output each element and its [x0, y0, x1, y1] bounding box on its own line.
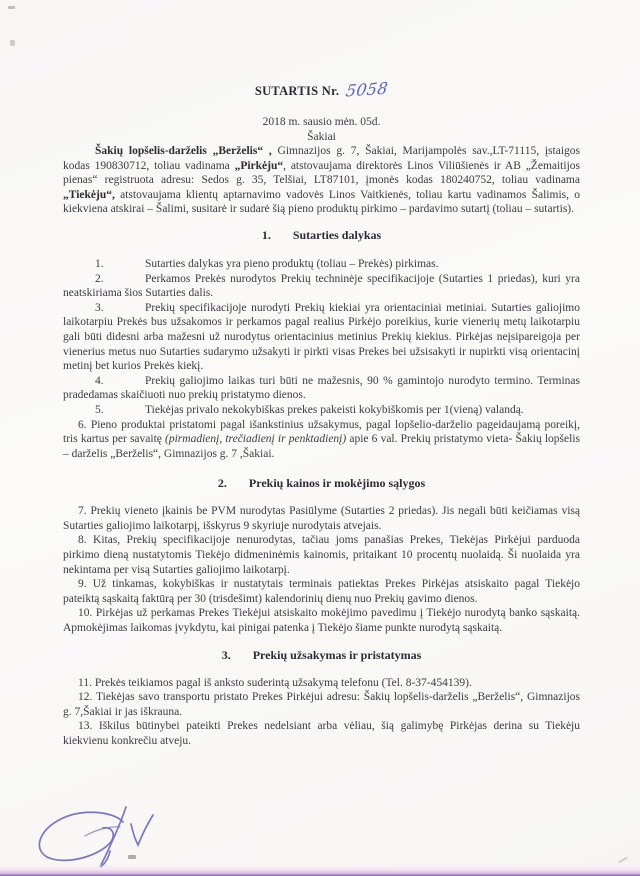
clause-11-number: 11. — [78, 676, 92, 689]
title-label: SUTARTIS Nr. — [254, 84, 340, 98]
section-2-title: Prekių kainos ir mokėjimo sąlygos — [248, 476, 426, 491]
clause-12-text: Tiekėjas savo transportu pristato Prekes Pirkėjui adresu: Šakių lopšelis-darželis „Berželis“, Gimnazijos g. 7,Šakiai ir jas iškrauna. — [63, 691, 580, 718]
clause-3-text: Prekių specifikacijoje nurodyti Prekių kiekiai yra orientaciniai metiniai. Sutarties galiojimo laikotarpiu Prekės bus užsakomos ir perkamos pagal realius Pirkėjo poreikius, kurie vienerių metų laikotarpiu gali būti didesni arba mažesni už nurodytus orientacinius metinius Prekių kiekius. Pirkėjas neįsipareigoja per vienerius metus nuo Sutarties sudarymo užsakyti ir pirkti visas Prekes bei užsisakyti ir nupirkti visą orientacinį metinį bet kurios Prekės kiekį. — [63, 301, 580, 373]
intro-text-2: , atstovaujama direktorės Linos Viliūšienės ir AB „Žemaitijos pienas“ registruota adresu: Sedos g. 35, Telšiai, LT87101, įmonės kodas 180240752, toliau vadinama — [63, 159, 580, 187]
clause-10-text: Pirkėjas už perkamas Prekes Tiekėjui atsiskaito mokėjimo pavedimu į Tiekėjo nurodytą banko sąskaitą. Apmokėjimas laikomas įvykdytu, kai pinigai patenka į Tiekėjo šiame punkte nurodytą sąskaitą. — [63, 607, 580, 635]
clause-1-number: 1. — [95, 257, 104, 270]
clause-8-text: Kitas, Prekių specifikacijoje nenurodytas, tačiau joms panašias Prekes, Tiekėjas Pirkėjui parduoda pirkimo dieną nustatytomis Tiekėjo didmeninėmis kainomis, pritaikant 10 procentų nuolaidą. Ši nuolaida yra nekintama per visą Sutarties galiojimo laikotarpį. — [63, 534, 581, 576]
scan-speck-bottom — [128, 855, 136, 859]
clause-2-text: Perkamos Prekės nurodytos Prekių techninėje specifikacijoje (Sutarties 1 priedas), kuri yra neatskiriama šios Sutarties dalis. — [63, 272, 580, 300]
clause-6-text-before: Pieno produktai pristatomi pagal išankstinius užsakymus, pagal lopšelio-darželio pageidaujamą poreikį, tris kartus per savaitę — [63, 418, 580, 446]
handwritten-signature — [25, 802, 157, 870]
clause-8-number: 8. — [78, 534, 87, 547]
date-text: 2018 m. sausio mėn. 05d. — [262, 116, 381, 128]
clause-13 — [63, 719, 580, 748]
dateline — [63, 115, 580, 144]
scan-speck-top-1 — [8, 6, 15, 9]
clause-7 — [63, 504, 580, 533]
intro-text-1: Gimnazijos g. 7, Šakiai, Marijampolės sav.,LT-71115, įstaigos kodas 190830712, toliau vadinama — [63, 145, 580, 172]
section-2-heading — [63, 476, 580, 491]
clause-6-italic-days: (pirmadienį, trečiadienį ir penktadienį) — [165, 433, 347, 446]
clause-8 — [63, 533, 580, 577]
clause-7-number: 7. — [78, 505, 87, 518]
clause-9 — [63, 577, 580, 606]
clause-6 — [63, 418, 580, 462]
clause-4-text: Prekių galiojimo laikas turi būti ne mažesnis, 90 % gamintojo nurodyto termino. Terminas pradedamas skaičiuoti nuo prekių pristatymo dienos. — [63, 374, 580, 402]
buyer-name-bold: Šakių lopšelis-darželis „Berželis“ , — [95, 145, 272, 157]
clause-4 — [63, 374, 580, 403]
section-3-title: Prekių užsakymas ir pristatymas — [252, 647, 422, 662]
clause-2 — [63, 272, 580, 301]
clause-4-number: 4. — [95, 374, 104, 387]
document-content — [63, 80, 580, 749]
section-1-number: 1. — [261, 227, 271, 242]
clause-1 — [63, 257, 580, 272]
place-text: Šakiai — [307, 130, 336, 143]
clause-11-text: Prekės teikiamos pagal iš anksto suderintą užsakymą telefonu (Tel. 8-37-454139). — [94, 676, 472, 689]
clause-11 — [63, 676, 580, 691]
intro-text-3: atstovaujama klientų aptarnavimo vadovės Linos Vaitkienės, toliau kartu vadinamos Šalimis, o kiekviena atskirai – Šalimi, susitarė ir sudarė šią pieno produktų pirkimo – pardavimo sutartį (toliau – sutartis). — [63, 188, 580, 216]
scanner-edge-line — [0, 864, 640, 876]
clause-5 — [63, 403, 580, 418]
clause-5-text: Tiekėjas privalo nekokybiškas prekes pakeisti kokybiškomis per 1(vieną) valandą. — [145, 403, 524, 416]
handwritten-contract-number: 5058 — [344, 78, 390, 101]
buyer-term-bold: „Pirkėju“ — [234, 159, 284, 172]
section-1-heading — [63, 228, 580, 243]
clause-1-text: Sutarties dalykas yra pieno produktų (toliau – Prekės) pirkimas. — [145, 257, 439, 270]
intro-paragraph — [63, 144, 580, 217]
scan-scratch-bottom-right — [618, 857, 628, 864]
clause-7-text: Prekių vieneto įkainis be PVM nurodytas Pasiūlyme (Sutarties 2 priedas). Jis negali būti keičiamas visą Sutarties galiojimo laikotarpį, išskyrus 9 skyriuje nurodytais atvejais. — [63, 505, 580, 532]
section-3-number: 3. — [221, 647, 231, 662]
clause-13-text: Iškilus būtinybei pateikti Prekes nedelsiant arba vėliau, šią galimybę Pirkėjas derina su Tiekėju kiekvienu konkrečiu atveju. — [63, 720, 580, 747]
clause-9-number: 9. — [78, 578, 87, 591]
section-3-heading — [63, 648, 580, 663]
clause-12-number: 12. — [78, 691, 93, 704]
section-2-number: 2. — [217, 476, 227, 491]
document-title — [63, 80, 580, 99]
clause-5-number: 5. — [95, 403, 104, 416]
section-1-title: Sutarties dalykas — [292, 227, 382, 242]
clause-10 — [63, 606, 580, 635]
clause-6-text-after: apie 6 val. Prekių pristatymo vieta- Šakių lopšelis – darželis „Berželis“, Gimnazijos g. 7 ,Šakiai. — [63, 433, 580, 460]
scan-speck-top-2 — [10, 40, 15, 46]
clause-2-number: 2. — [95, 272, 104, 285]
clause-13-number: 13. — [78, 720, 93, 733]
clause-9-text: Už tinkamas, kokybiškas ir nustatytais terminais patiektas Prekes Pirkėjas atsiskaito pagal Tiekėjo pateiktą sąskaitą faktūrą per 30 (trisdešimt) kalendorinių dienų nuo Prekių gavimo dienos. — [63, 578, 581, 605]
supplier-term-bold: „Tiekėju“, — [63, 188, 115, 201]
clause-6-number: 6. — [78, 418, 87, 431]
clause-3-number: 3. — [95, 301, 104, 314]
clause-3 — [63, 301, 580, 374]
clause-12 — [63, 690, 580, 719]
clause-10-number: 10. — [78, 607, 93, 620]
